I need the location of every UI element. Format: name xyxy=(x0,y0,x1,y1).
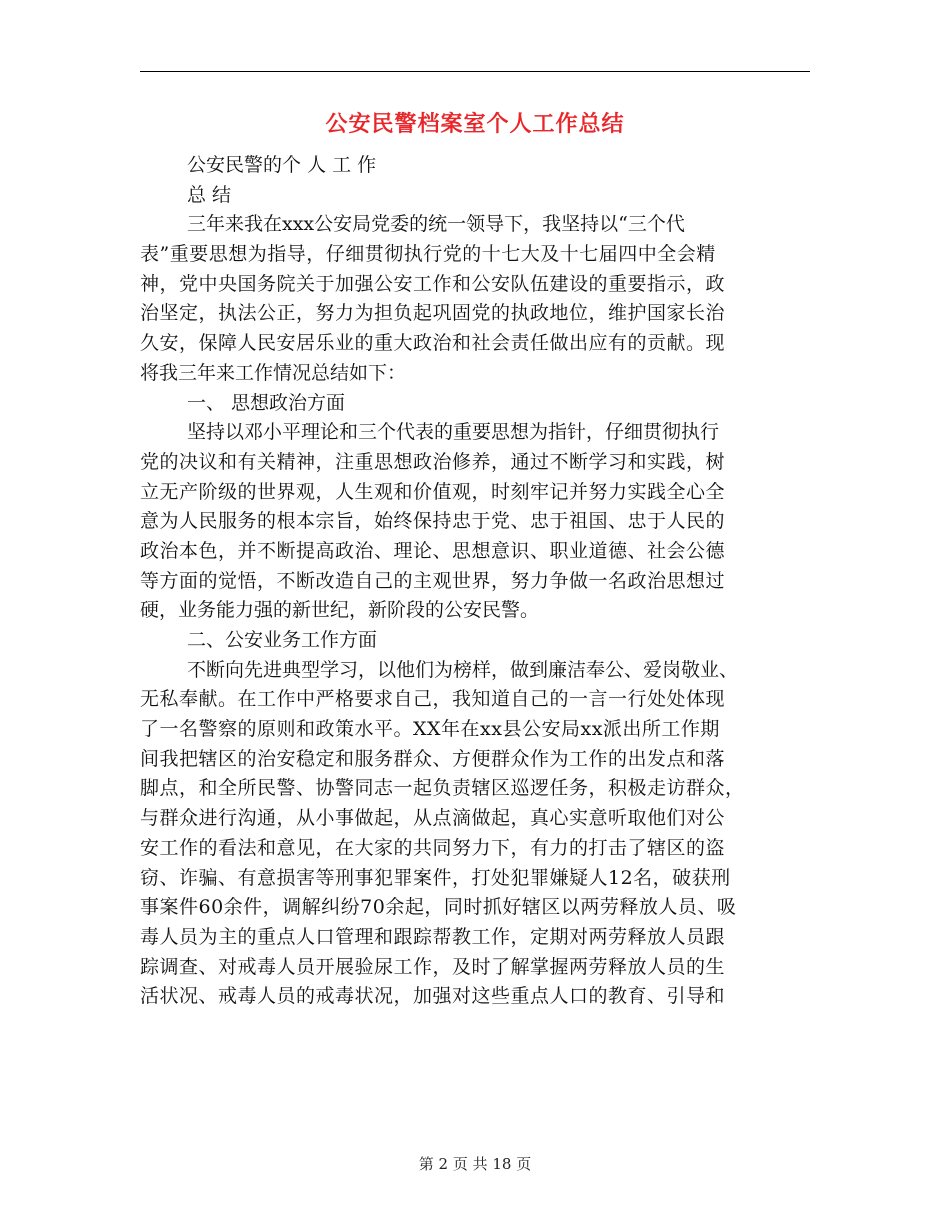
paragraph-line: 硬，业务能力强的新世纪，新阶段的公安民警。 xyxy=(140,599,540,622)
page-number: 第 2 页 共 18 页 xyxy=(418,1155,532,1173)
paragraph-line: 安工作的看法和意见，在大家的共同努力下，有力的打击了辖区的盗 xyxy=(140,836,726,859)
document-title: 公安民警档案室个人工作总结 xyxy=(325,112,625,137)
paragraph-line: 毒人员为主的重点人口管理和跟踪帮教工作，定期对两劳释放人员跟 xyxy=(140,925,726,948)
subtitle-line: 总 结 xyxy=(187,183,232,206)
paragraph-line: 不断向先进典型学习，以他们为榜样，做到廉洁奉公、爱岗敬业、 xyxy=(187,658,739,681)
paragraph-line: 意为人民服务的根本宗旨，始终保持忠于党、忠于祖国、忠于人民的 xyxy=(140,510,726,533)
paragraph-line: 三年来我在xxx公安局党委的统一领导下，我坚持以“三个代 xyxy=(187,213,685,236)
subtitle-line: 公安民警的个 人 工 作 xyxy=(187,154,377,176)
paragraph-line: 等方面的觉悟，不断改造自己的主观世界，努力争做一名政治思想过 xyxy=(140,569,726,592)
paragraph-line: 表”重要思想为指导，仔细贯彻执行党的十七大及十七届四中全会精 xyxy=(140,243,716,266)
section-heading: 二、公安业务工作方面 xyxy=(187,629,378,651)
paragraph-line: 事案件60余件，调解纠纷70余起，同时抓好辖区以两劳释放人员、吸 xyxy=(140,896,737,919)
paragraph-line: 踪调查、对戒毒人员开展验尿工作，及时了解掌握两劳释放人员的生 xyxy=(140,955,726,978)
paragraph-line: 将我三年来工作情况总结如下： xyxy=(140,361,407,384)
paragraph-line: 坚持以邓小平理论和三个代表的重要思想为指针，仔细贯彻执行 xyxy=(187,421,720,444)
header-rule xyxy=(140,71,810,72)
paragraph-line: 神，党中央国务院关于加强公安工作和公安队伍建设的重要指示，政 xyxy=(140,272,726,295)
paragraph-line: 无私奉献。在工作中严格要求自己，我知道自己的一言一行处处体现 xyxy=(140,688,726,711)
paragraph-line: 治坚定，执法公正，努力为担负起巩固党的执政地位，维护国家长治 xyxy=(140,302,726,325)
paragraph-line: 党的决议和有关精神，注重思想政治修养，通过不断学习和实践，树 xyxy=(140,450,726,473)
paragraph-line: 立无产阶级的世界观，人生观和价值观，时刻牢记并努力实践全心全 xyxy=(140,480,726,503)
paragraph-line: 了一名警察的原则和政策水平。XX年在xx县公安局xx派出所工作期 xyxy=(140,718,720,741)
paragraph-line: 政治本色，并不断提高政治、理论、思想意识、职业道德、社会公德 xyxy=(140,539,726,562)
paragraph-line: 窃、诈骗、有意损害等刑事犯罪案件，打处犯罪嫌疑人12名，破获刑 xyxy=(140,866,731,889)
document-body xyxy=(140,151,810,1012)
paragraph-line: 脚点，和全所民警、协警同志一起负责辖区巡逻任务，积极走访群众， xyxy=(140,777,745,800)
paragraph-line: 久安，保障人民安居乐业的重大政治和社会责任做出应有的贡献。现 xyxy=(140,332,726,355)
paragraph-line: 间我把辖区的治安稳定和服务群众、方便群众作为工作的出发点和落 xyxy=(140,747,726,770)
paragraph-line: 活状况、戒毒人员的戒毒状况，加强对这些重点人口的教育、引导和 xyxy=(140,985,726,1008)
paragraph-line: 与群众进行沟通，从小事做起，从点滴做起，真心实意听取他们对公 xyxy=(140,807,726,830)
section-heading: 一、 思想政治方面 xyxy=(187,391,346,414)
